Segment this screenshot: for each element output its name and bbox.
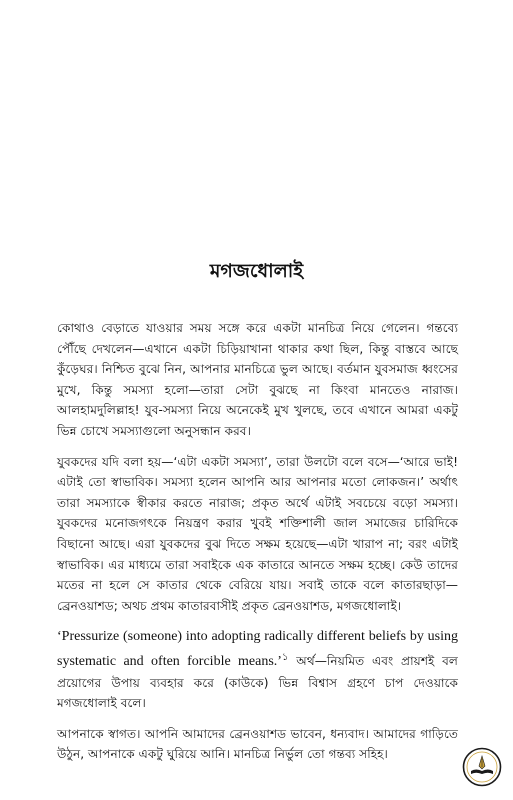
chapter-body (57, 318, 458, 775)
english-definition: ‘Pressurize (someone) into adopting radically different beliefs by using systematic and often forcible means.’ (57, 629, 458, 669)
quote-paragraph (57, 626, 458, 713)
paragraph-2: যুবকদের যদি বলা হয়—‘এটা একটা সমস্যা’, তারা উলটো বলে বসে—‘আরে ভাই! এটাই তো স্বাভাবিক। সমস্যা হলেন আপনি আর আপনার মতো লোকজন।’ অর্থাৎ তারা সমস্যাকে স্বীকার করতে নারাজ; প্রকৃত অর্থে এটাই সবচেয়ে বড়ো সমস্যা। যুবকদের মনোজগৎকে নিয়ন্ত্রণ করার খুবই শক্তিশালী জাল সমাজের চারিদিকে বিছানো আছে। এরা যুবকদের বুঝ দিতে সক্ষম হয়েছে—এটা খারাপ না; বরং এটাই স্বাভাবিক। এর মাধ্যমে তারা সবাইকে এক কাতারে আনতে সক্ষম হচ্ছে। কেউ তাদের মতের না হলে সে কাতার থেকে বেরিয়ে যায়। সবাই তাকে বলে কাতারছাড়া—ব্রেনওয়াশড; অথচ প্রথম কাতারবাসীই প্রকৃত ব্রেনওয়াশড, মগজধোলাই। (57, 454, 458, 613)
paragraph-1: কোথাও বেড়াতে যাওয়ার সময় সঙ্গে করে একটা মানচিত্র নিয়ে গেলেন। গন্তব্যে পৌঁছে দেখলেন—এখানে একটা চিড়িয়াখানা থাকার কথা ছিল, কিন্তু বাস্তবে আছে কুঁড়েঘর। নিশ্চিত বুঝে নিন, আপনার মানচিত্রে ভুল আছে। বর্তমান যুবসমাজ ধ্বংসের মুখে, কিন্তু সমস্যা হলো—তারা সেটা বুঝছে না কিংবা মানতেও নারাজ। আলহামদুলিল্লাহ! যুব-সমস্যা নিয়ে অনেকেই মুখ খুলছে, তবে এখানে আমরা একটু ভিন্ন চোখে সমস্যাগুলো অনুসন্ধান করব। (57, 321, 458, 438)
publisher-book-pen-emblem-icon (462, 747, 502, 787)
bengali-definition: অর্থ—নিয়মিত এবং প্রায়শই বল প্রয়োগের উপায় ব্যবহার করে (কাউকে) ভিন্ন বিশ্বাস গ্রহণে চাপ দেওয়াকে মগজধোলাই বলে। (57, 653, 458, 711)
chapter-title: মগজধোলাই (209, 260, 304, 282)
closing-paragraph: আপনাকে স্বাগত। আপনি আমাদের ব্রেনওয়াশড ভাবেন, ধন্যবাদ। আমাদের গাড়িতে উঠুন, আপনাকে একটু ঘুরিয়ে আনি। মানচিত্র নির্ভুল তো গন্তব্য সহিহ। (57, 726, 458, 762)
footnote-marker: ১ (281, 651, 289, 663)
publisher-logo (462, 747, 502, 787)
